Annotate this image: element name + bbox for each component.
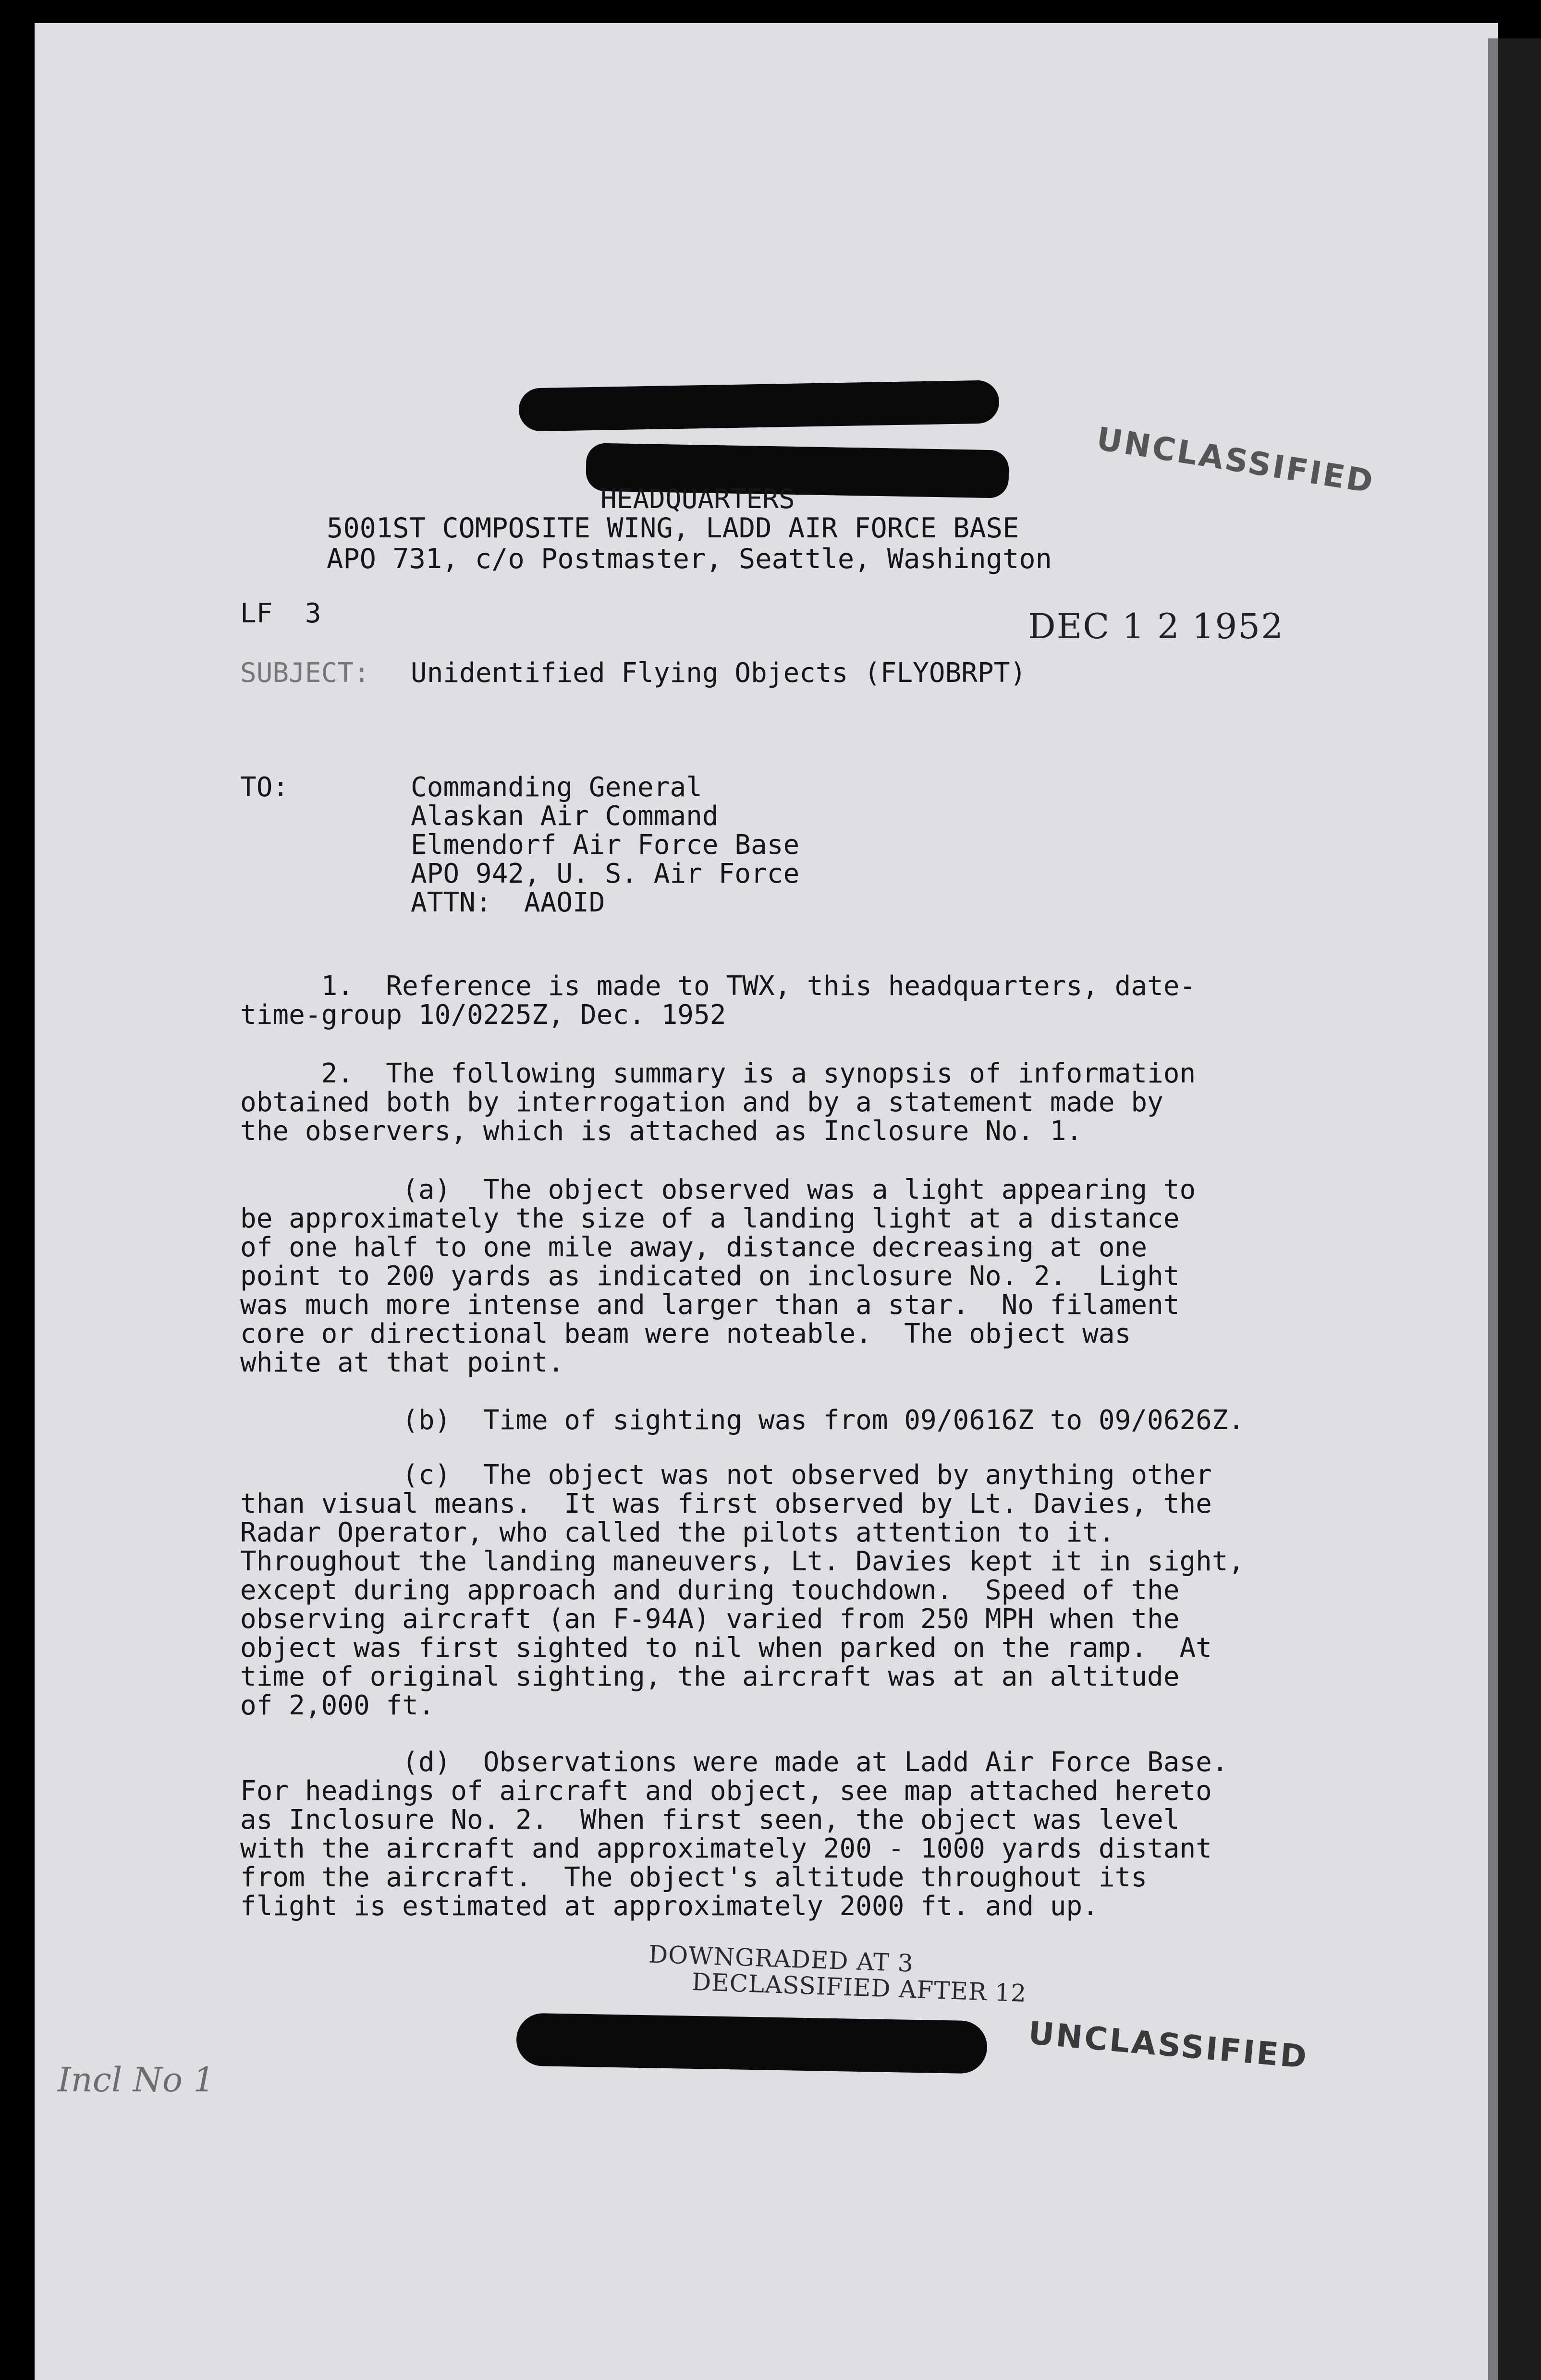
- classification-stamp-top: UNCLASSIFIED: [1094, 420, 1378, 501]
- date-stamp: DEC 1 2 1952: [1028, 606, 1284, 646]
- paragraph-c-line: than visual means. It was first observed by Lt. Davies, the: [240, 1488, 1212, 1519]
- paragraph-2-line: the observers, which is attached as Inclosure No. 1.: [240, 1116, 1083, 1147]
- downgraded-stamp: DOWNGRADED AT 3: [648, 1940, 914, 1978]
- paragraph-a-line: of one half to one mile away, distance decreasing at one: [240, 1232, 1148, 1263]
- paragraph-c-line: except during approach and during touchdown. Speed of the: [240, 1575, 1180, 1606]
- paragraph-2-line: 2. The following summary is a synopsis of information: [240, 1058, 1196, 1089]
- paragraph-d-line: For headings of aircraft and object, see map attached hereto: [240, 1775, 1212, 1807]
- paragraph-d-line: with the aircraft and approximately 200 - 1000 yards distant: [240, 1833, 1212, 1864]
- paragraph-c-line: Radar Operator, who called the pilots attention to it.: [240, 1517, 1115, 1548]
- paragraph-c-line: time of original sighting, the aircraft was at an altitude: [240, 1661, 1180, 1692]
- paragraph-d-line: flight is estimated at approximately 2000 ft. and up.: [240, 1891, 1099, 1922]
- paragraph-c-line: of 2,000 ft.: [240, 1690, 435, 1721]
- paragraph-a-line: was much more intense and larger than a star. No filament: [240, 1289, 1180, 1321]
- file-reference: LF 3: [240, 598, 321, 629]
- header-unit: 5001ST COMPOSITE WING, LADD AIR FORCE BASE: [327, 512, 1019, 544]
- paragraph-c-line: observing aircraft (an F-94A) varied from 250 MPH when the: [240, 1603, 1180, 1635]
- paragraph-b-line: (b) Time of sighting was from 09/0616Z to 09/0626Z.: [240, 1405, 1245, 1436]
- header-org: HEADQUARTERS: [600, 484, 795, 515]
- paragraph-2-line: obtained both by interrogation and by a statement made by: [240, 1087, 1163, 1118]
- redaction-mark-top: [518, 380, 999, 431]
- paragraph-c-line: (c) The object was not observed by anything other: [240, 1459, 1212, 1491]
- paragraph-a-line: (a) The object observed was a light appearing to: [240, 1174, 1196, 1205]
- paragraph-c-line: Throughout the landing maneuvers, Lt. Davies kept it in sight,: [240, 1546, 1245, 1577]
- handwritten-inclosure-note: Incl No 1: [58, 2060, 215, 2100]
- addressee-line: Alaskan Air Command: [411, 801, 719, 832]
- addressee-line: Commanding General: [411, 772, 702, 803]
- paragraph-d-line: (d) Observations were made at Ladd Air Force Base.: [240, 1747, 1228, 1778]
- classification-stamp-bottom: UNCLASSIFIED: [1027, 2014, 1310, 2076]
- paragraph-c-line: object was first sighted to nil when parked on the ramp. At: [240, 1632, 1212, 1664]
- paragraph-a-line: point to 200 yards as indicated on inclosure No. 2. Light: [240, 1261, 1180, 1292]
- subject-label: SUBJECT:: [240, 657, 370, 689]
- addressee-line: ATTN: AAOID: [411, 887, 605, 918]
- paragraph-d-line: from the aircraft. The object's altitude throughout its: [240, 1862, 1148, 1893]
- header-address: APO 731, c/o Postmaster, Seattle, Washington: [327, 543, 1052, 575]
- paragraph-a-line: white at that point.: [240, 1347, 564, 1378]
- subject-text: Unidentified Flying Objects (FLYOBRPT): [411, 657, 1027, 689]
- addressee-line: APO 942, U. S. Air Force: [411, 858, 800, 889]
- paragraph-1-line: 1. Reference is made to TWX, this headquarters, date-: [240, 971, 1196, 1002]
- paragraph-1-line: time-group 10/0225Z, Dec. 1952: [240, 999, 726, 1031]
- to-label: TO:: [240, 772, 289, 803]
- paragraph-d-line: as Inclosure No. 2. When first seen, the object was level: [240, 1804, 1180, 1835]
- paragraph-a-line: be approximately the size of a landing light at a distance: [240, 1203, 1180, 1234]
- scan-border: [1498, 38, 1541, 2380]
- redaction-mark-bottom: [516, 2013, 988, 2074]
- declassified-stamp: DECLASSIFIED AFTER 12: [691, 1967, 1027, 2008]
- addressee-line: Elmendorf Air Force Base: [411, 829, 800, 861]
- paragraph-a-line: core or directional beam were noteable. The object was: [240, 1318, 1131, 1349]
